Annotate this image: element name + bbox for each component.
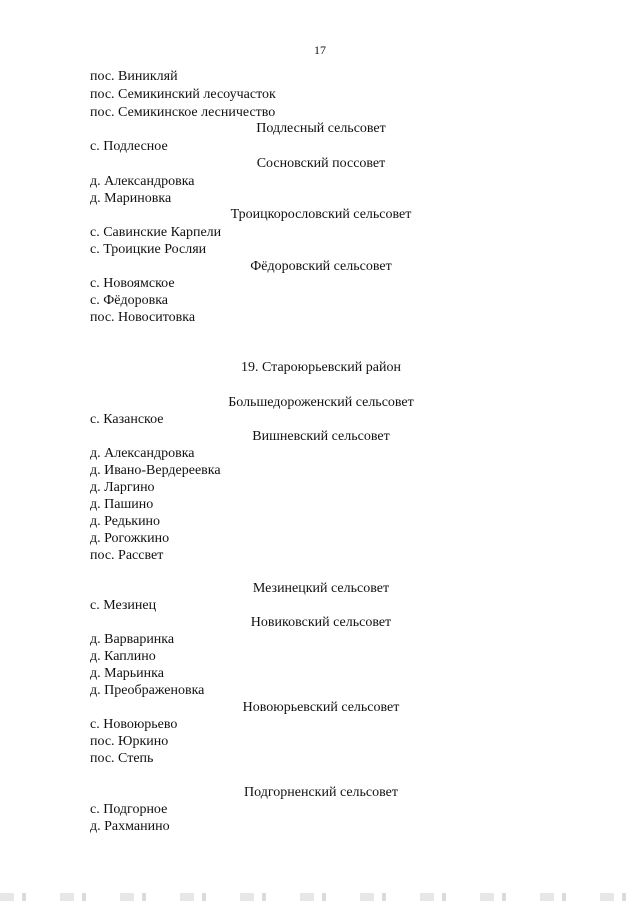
scan-edge-artifact xyxy=(0,893,640,901)
council-heading: Вишневский сельсовет xyxy=(252,429,390,444)
list-item: д. Александровка xyxy=(90,174,195,189)
list-item: д. Рахманино xyxy=(90,819,170,834)
list-item: д. Александровка xyxy=(90,446,195,461)
list-item: д. Марьинка xyxy=(90,666,164,681)
list-item: пос. Виникляй xyxy=(90,69,178,84)
council-heading: Фёдоровский сельсовет xyxy=(250,259,392,274)
page-number: 17 xyxy=(314,43,326,57)
list-item: с. Подлесное xyxy=(90,139,168,154)
list-item: с. Подгорное xyxy=(90,802,168,817)
list-item: пос. Рассвет xyxy=(90,548,164,563)
list-item: д. Пашино xyxy=(90,497,154,512)
council-heading: Новиковский сельсовет xyxy=(250,615,392,630)
list-item: с. Фёдоровка xyxy=(90,293,169,308)
list-item: д. Редькино xyxy=(90,514,161,529)
list-item: пос. Юркино xyxy=(90,734,169,749)
list-item: пос. Степь xyxy=(90,751,154,766)
list-item: с. Новоюрьево xyxy=(90,717,178,732)
list-item: пос. Семикинское лесничество xyxy=(90,105,276,120)
section-title: 19. Староюрьевский район xyxy=(241,360,401,375)
list-item: д. Каплино xyxy=(90,649,156,664)
council-heading: Мезинецкий сельсовет xyxy=(252,581,390,596)
council-heading: Подгорненский сельсовет xyxy=(244,785,398,800)
list-item: с. Новоямское xyxy=(90,276,175,291)
list-item: пос. Новоситовка xyxy=(90,310,196,325)
council-heading: Сосновский поссовет xyxy=(256,156,386,171)
list-item: д. Варваринка xyxy=(90,632,175,647)
list-item: д. Ларгино xyxy=(90,480,155,495)
list-item: д. Ивано-Вердереевка xyxy=(90,463,221,478)
list-item: д. Рогожкино xyxy=(90,531,170,546)
list-item: с. Троицкие Росляи xyxy=(90,242,207,257)
council-heading: Троицкорословский сельсовет xyxy=(230,207,412,222)
list-item: с. Казанское xyxy=(90,412,164,427)
list-item: с. Савинские Карпели xyxy=(90,225,222,240)
list-item: пос. Семикинский лесоучасток xyxy=(90,87,276,102)
council-heading: Новоюрьевский сельсовет xyxy=(242,700,400,715)
list-item: д. Преображеновка xyxy=(90,683,205,698)
list-item: с. Мезинец xyxy=(90,598,157,613)
council-heading: Большедороженский сельсовет xyxy=(228,395,414,410)
list-item: д. Мариновка xyxy=(90,191,172,206)
council-heading: Подлесный сельсовет xyxy=(256,121,386,136)
